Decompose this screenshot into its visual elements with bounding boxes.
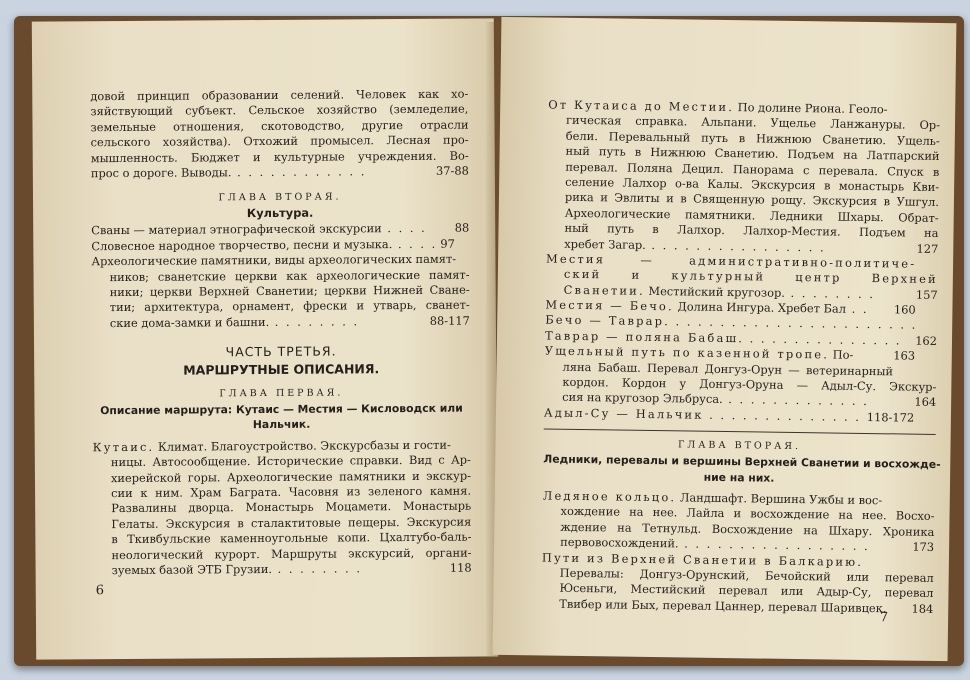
- chapter-title: Нальчик.: [252, 418, 311, 432]
- toc-line: ницы. Автосообщение. Исторические справки. Вид с Ар-: [110, 452, 471, 470]
- dot-leader: . . . . . . . . . . . . . .: [703, 407, 862, 424]
- toc-entry: От Кутаиса до Местии. По долине Риона. Геоло-: [548, 97, 888, 117]
- page-ref: 157: [915, 287, 938, 302]
- chapter-title: ние на них.: [703, 470, 775, 485]
- entry-lead: Кутаис.: [92, 439, 155, 455]
- toc-line: мышленность. Бюджет и культурные учреждения. Во-: [90, 148, 469, 165]
- toc-line: кордон. Кордон у Донгуз-Оруна — Адыл-Су. Экскур-: [562, 374, 937, 394]
- toc-entry: Кутаис. Климат. Благоустройство. Экскурсбазы и гости-: [92, 437, 451, 455]
- toc-line: Юсеньги, Местийский перевал или Адыр-Су, перевал: [559, 581, 934, 601]
- toc-entry: Ледяное кольцо. Ландшафт. Вершина Ужбы и вос-: [542, 488, 883, 508]
- page-ref: 88: [454, 220, 470, 236]
- page-ref: 164: [914, 395, 937, 410]
- toc-line: ляна Бабаш. Перевал Донгуз-Орун — ветеринарный: [562, 359, 894, 378]
- page-number: 6: [95, 583, 105, 599]
- page-ref: 37-88: [435, 163, 469, 178]
- page-ref: 97: [440, 236, 455, 251]
- toc-entry: Таврар — поляна Бабаш. . . . . . . . . . . . . . . 163: [544, 328, 916, 363]
- toc-line: ские дома-замки и башни. . . . . . . . . 88-117: [109, 313, 470, 330]
- dot-leader: . . . .: [381, 221, 427, 236]
- toc-line: первовосхождений. . . . . . . . . . . . . . . . . . 173: [560, 534, 935, 555]
- toc-line: хиерейской горы. Археологические памятники и экскур-: [110, 468, 472, 485]
- toc-line: ный путь в Нижнюю Сванетию. Подъем на Латпарский: [565, 143, 940, 164]
- dot-leader: . .: [845, 301, 869, 317]
- toc-line: хребет Загар. . . . . . . . . . . . . . . . . 127: [564, 236, 939, 256]
- page-ref: 173: [912, 539, 935, 555]
- toc-line: в Ткивбульские каменноугольные копи. Цхалтубо-баль-: [111, 529, 472, 547]
- dot-leader: . . . . . . . . . . . . .: [722, 392, 869, 409]
- dot-leader: . . . . . . . .: [269, 314, 360, 329]
- dot-leader: . . . . . . . .: [271, 561, 363, 576]
- toc-line: Сванетии. Местийский кругозор. . . . . . . . . 157: [563, 282, 938, 302]
- dot-leader: . . . . . . . . . . . . . . . . .: [678, 536, 870, 554]
- toc-line: ники; церкви Верхней Сванетии; церкви Нижней Сване-: [109, 282, 470, 299]
- entry-lead: Ледяное кольцо.: [542, 488, 677, 505]
- toc-line: гическая справка. Альпани. Ущелье Ланжануры. Ор-: [565, 113, 941, 133]
- toc-entry: Ущельный путь по казенной тропе. По-: [544, 343, 854, 363]
- part-title: МАРШРУТНЫЕ ОПИСАНИЯ.: [183, 361, 380, 378]
- left-page-contents: [90, 87, 471, 579]
- section-divider: [544, 429, 936, 435]
- chapter-label: ГЛАВА ВТОРАЯ.: [218, 191, 342, 204]
- dot-leader: . . . . . . . . . . . .: [231, 164, 367, 180]
- toc-line: зяйствующий субъект. Сельское хозяйство (земледелие,: [90, 101, 469, 119]
- chapter-title: Культура.: [246, 206, 314, 221]
- toc-line: Перевалы: Донгуз-Орунский, Бечойский или перевал: [559, 565, 934, 585]
- chapter-title: Ледники, перевалы и вершины Верхней Сванетии и восхожде-: [543, 452, 941, 472]
- page-ref: 163: [893, 348, 916, 363]
- toc-line: Археологические памятники. Ледники Шхары. Обрат-: [564, 205, 939, 225]
- toc-line: ждение на Тетнульд. Восхождение на Шхару. Хроника: [560, 519, 935, 539]
- part-label: ЧАСТЬ ТРЕТЬЯ.: [225, 343, 337, 360]
- entry-lead: От Кутаиса до Местии.: [548, 97, 735, 115]
- page-ref: 118-172: [866, 409, 915, 425]
- dot-leader: . . . .: [392, 236, 438, 251]
- toc-line: довой принцип образовании селений. Человек как хо-: [90, 86, 469, 104]
- toc-entry: Пути из Верхней Сванетии в Балкарию.: [541, 550, 864, 569]
- page-ref: 184: [911, 601, 934, 616]
- toc-line: тии; архитектура, орнамент, фрески и утварь, сванет-: [109, 297, 470, 315]
- page-ref: 162: [915, 333, 938, 348]
- toc-line: селение Лалхор о-ва Калы. Экскурсия в монастырь Кви-: [565, 174, 940, 194]
- toc-entry: Бечо — Таврар. . . . . . . . . . . . . . . . . . . . . . . 162: [545, 312, 938, 348]
- page-ref: 127: [916, 241, 939, 256]
- toc-line: Твибер или Бых, перевал Цаннер, перевал Шаривцек. 184: [559, 596, 934, 616]
- right-page: [493, 17, 957, 661]
- toc-line: ников; сванетские церкви как археологические памят-: [109, 267, 470, 284]
- toc-entry: Адыл-Су — Нальчик . . . . . . . . . . . . . . 118-172: [543, 405, 915, 425]
- dot-leader: . . . . . . . . . . . . . . . .: [645, 237, 826, 254]
- toc-line: сия на кругозор Эльбруса. . . . . . . . . . . . . . 164: [562, 390, 937, 410]
- page-ref: 118: [449, 560, 472, 575]
- dot-leader: . . . . . . . . . . . . . .: [744, 331, 902, 348]
- dot-leader: . . . . . . . . . . . . . . . . . . . . . .: [669, 314, 918, 333]
- toc-line: прос о дороге. Выводы. . . . . . . . . . . . . 37-88: [90, 163, 469, 181]
- toc-entry: Местия — административно-политиче-: [546, 251, 917, 271]
- toc-line: рика и Эвлиты и в Священную рощу. Экскурсия в Ушгул.: [564, 190, 940, 210]
- right-page-contents: [541, 98, 940, 618]
- toc-line: зуемых базой ЭТБ Грузии. . . . . . . . . 118: [111, 560, 472, 578]
- toc-line: Гелаты. Экскурсия в сталактитовые пещеры. Экскурсия: [111, 514, 472, 531]
- page-number: 7: [879, 610, 889, 626]
- toc-line: хождение на нее. Лайла и восхождение на нее. Восхо-: [560, 504, 935, 524]
- left-page: [32, 18, 498, 659]
- toc-line: сельского хозяйства). Отхожий промысел. Лесная про-: [90, 132, 469, 150]
- chapter-title: Описание маршрута: Кутаис — Местия — Кисловодск или: [100, 401, 463, 418]
- toc-line: бели. Перевальный путь в Нижнюю Сванетию. Ущель-: [565, 128, 940, 148]
- toc-line: перевал. Поляна Децил. Панорама с перевала. Спуск в: [565, 159, 940, 179]
- toc-line: ный путь в Лалхор. Лалхор-Местия. Подъем на: [564, 220, 939, 241]
- toc-line: Археологические памятники, виды археологических памят-: [91, 251, 457, 269]
- chapter-label: ГЛАВА ВТОРАЯ.: [677, 439, 802, 453]
- page-ref: 88-117: [429, 313, 470, 328]
- toc-line: сии к ним. Храм Баграта. Часовня из зеленого камня.: [111, 483, 472, 501]
- dot-leader: . . . . . . . .: [784, 285, 875, 301]
- toc-entry: Словесное народное творчество, песни и музыка. . . . . 97: [91, 236, 455, 253]
- chapter-label: ГЛАВА ПЕРВАЯ.: [219, 387, 344, 400]
- page-ref: 160: [893, 302, 916, 317]
- toc-line: Развалины дворца. Монастырь Моцамети. Монастырь: [111, 498, 472, 516]
- toc-entry: Местия — Бечо. Долина Ингура. Хребет Бал . . 160: [545, 297, 916, 317]
- toc-line: земельные отношения, скотоводство, другие отрасли: [90, 117, 469, 134]
- toc-entry: Сваны — материал этнографической экскурсии . . . . 88: [91, 220, 470, 238]
- toc-line: неологический курорт. Маршруты экскурсий, органи-: [111, 545, 472, 562]
- toc-line: ский и культурный центр Верхней: [563, 267, 938, 287]
